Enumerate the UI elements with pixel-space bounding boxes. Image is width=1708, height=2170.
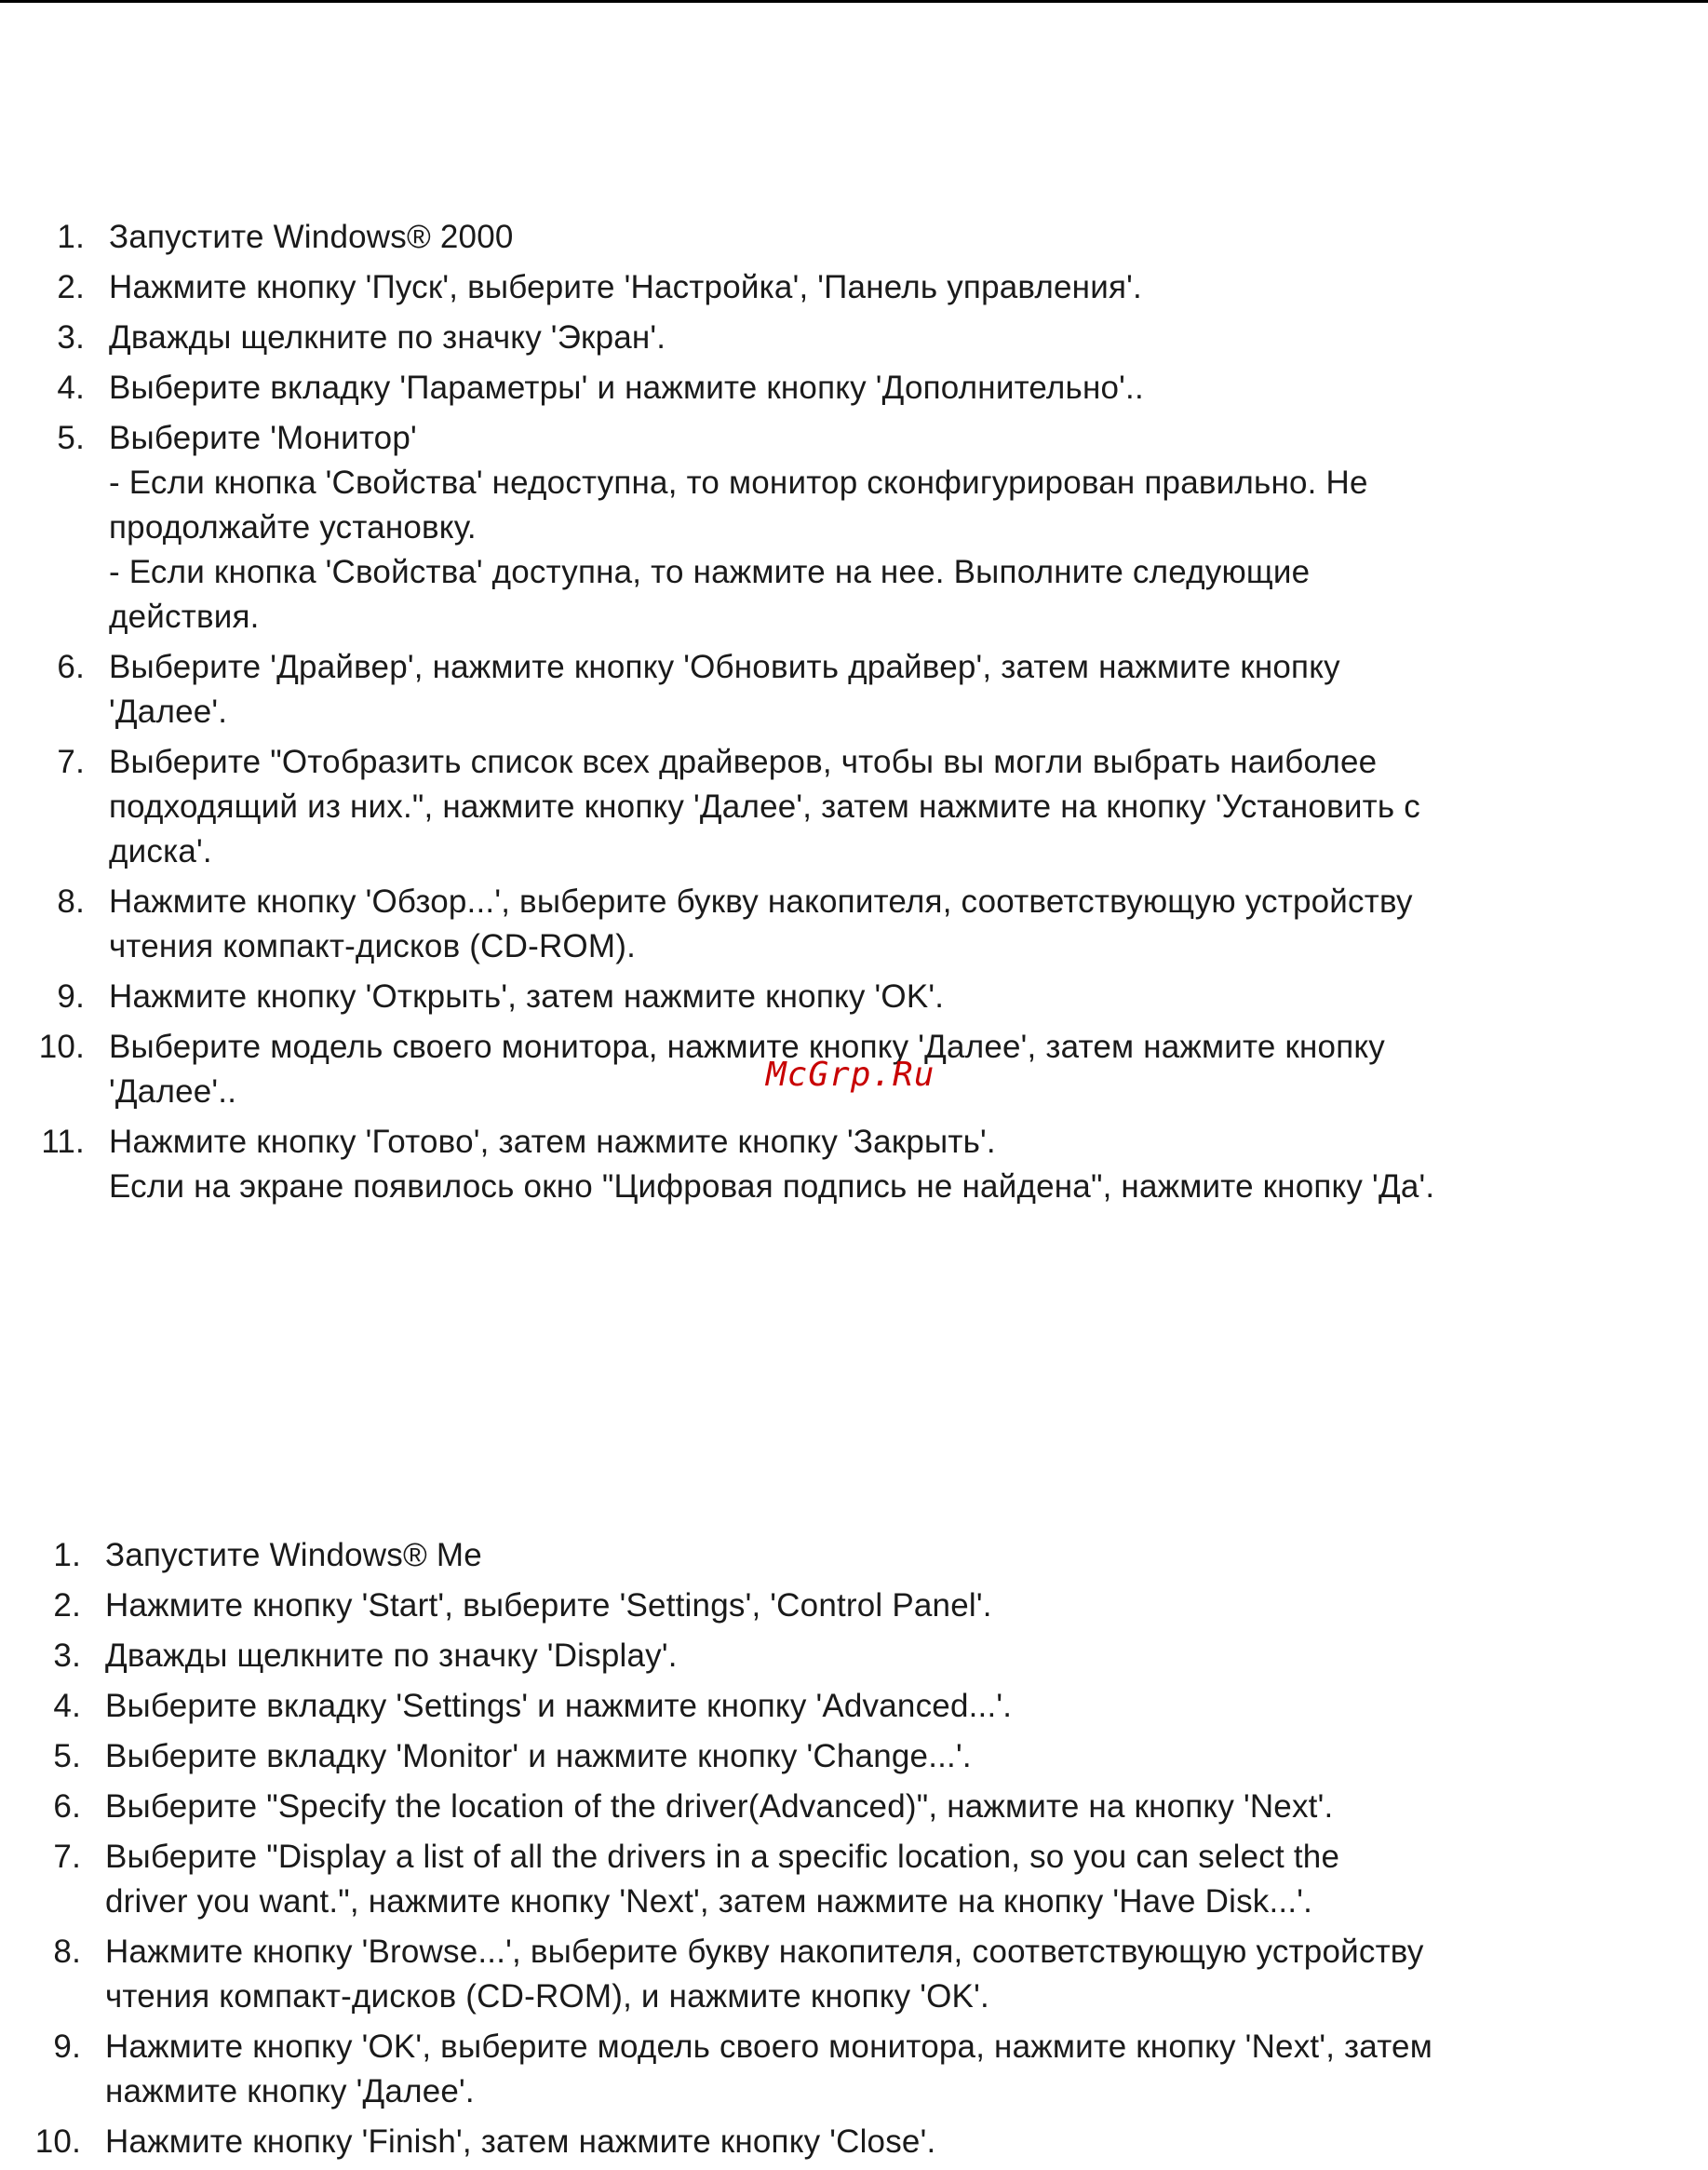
step-text-line: - Если кнопка 'Свойства' доступна, то нажмите на нее. Выполните следующие [109, 554, 1311, 590]
step-number: 4. [57, 370, 85, 406]
step-text-line: Нажмите кнопку 'Открыть', затем нажмите кнопку 'OK'. [109, 978, 945, 1015]
step-item [0, 1533, 1489, 1578]
step-item [0, 1734, 1489, 1779]
step-number: 8. [53, 1934, 81, 1970]
step-text-line: Нажмите кнопку 'Start', выберите 'Settings', 'Control Panel'. [105, 1587, 992, 1624]
step-text-line: Нажмите кнопку 'Finish', затем нажмите кнопку 'Close'. [105, 2123, 936, 2160]
step-text-line: - Если кнопка 'Свойства' недоступна, то монитор сконфигурирован правильно. Не [109, 465, 1368, 501]
step-item [0, 1835, 1489, 1924]
step-text-line: Выберите "Отобразить список всех драйверов, чтобы вы могли выбрать наиболее [109, 744, 1378, 780]
step-number: 2. [57, 269, 85, 305]
step-text-line: Нажмите кнопку 'Пуск', выберите 'Настройка', 'Панель управления'. [109, 269, 1142, 305]
step-text-line: 'Далее'. [109, 694, 228, 730]
step-item [0, 265, 1489, 310]
step-text-line: Запустите Windows® Me [105, 1537, 482, 1573]
step-text-line: Нажмите кнопку 'OK', выберите модель своего монитора, нажмите кнопку 'Next', затем [105, 2028, 1432, 2065]
step-text-line: Выберите 'Монитор' [109, 420, 417, 456]
step-text [109, 366, 1489, 411]
step-text-line: Если на экране появилось окно "Цифровая подпись не найдена", нажмите кнопку 'Да'. [109, 1168, 1435, 1205]
step-item [0, 2025, 1489, 2114]
step-text-line: Нажмите кнопку 'Browse...', выберите букву накопителя, соответствующую устройству [105, 1934, 1424, 1970]
step-item [0, 645, 1489, 735]
windows-me-instructions [0, 1533, 1489, 2170]
step-item [0, 215, 1489, 260]
step-number: 6. [57, 649, 85, 685]
step-text-line: чтения компакт-дисков (CD-ROM), и нажмите кнопку 'OK'. [105, 1978, 989, 2015]
step-text-line: Выберите вкладку 'Параметры' и нажмите кнопку 'Дополнительно'.. [109, 370, 1144, 406]
step-text-line: 'Далее'.. [109, 1073, 237, 1110]
step-text-line: Запустите Windows® 2000 [109, 219, 514, 255]
step-number: 10. [34, 2123, 81, 2160]
step-number: 2. [53, 1587, 81, 1624]
step-text-line: Выберите модель своего монитора, нажмите кнопку 'Далее', затем нажмите кнопку [109, 1029, 1385, 1065]
step-text [105, 1930, 1489, 2019]
step-item [0, 366, 1489, 411]
step-text-line: диска'. [109, 833, 212, 869]
step-number: 5. [53, 1738, 81, 1774]
step-text-line: Дважды щелкните по значку 'Экран'. [109, 319, 666, 356]
step-text-line: Выберите 'Драйвер', нажмите кнопку 'Обновить драйвер', затем нажмите кнопку [109, 649, 1340, 685]
step-number: 4. [53, 1688, 81, 1724]
step-text-line: действия. [109, 599, 260, 635]
step-item [0, 416, 1489, 640]
step-text [105, 1684, 1489, 1729]
step-text [109, 880, 1489, 969]
step-text [105, 1584, 1489, 1628]
step-number: 3. [53, 1638, 81, 1674]
step-text [109, 416, 1489, 640]
step-text-line: Выберите вкладку 'Monitor' и нажмите кнопку 'Change...'. [105, 1738, 972, 1774]
step-text [105, 1734, 1489, 1779]
step-number: 5. [57, 420, 85, 456]
step-text-line: продолжайте установку. [109, 509, 477, 546]
step-text [105, 1634, 1489, 1678]
step-text-line: Нажмите кнопку 'Готово', затем нажмите кнопку 'Закрыть'. [109, 1124, 996, 1160]
step-item [0, 880, 1489, 969]
step-text [105, 2025, 1489, 2114]
step-number: 7. [57, 744, 85, 780]
step-text-line: Выберите "Display a list of all the drivers in a specific location, so you can select the [105, 1839, 1340, 1875]
step-text [105, 2120, 1489, 2164]
step-item [0, 1930, 1489, 2019]
step-text [105, 1835, 1489, 1924]
step-number: 1. [57, 219, 85, 255]
step-number: 1. [53, 1537, 81, 1573]
step-text [105, 1533, 1489, 1578]
step-item [0, 316, 1489, 360]
watermark-text: McGrp.Ru [766, 1056, 935, 1094]
step-text [109, 645, 1489, 735]
step-number: 11. [41, 1124, 85, 1160]
step-number: 7. [53, 1839, 81, 1875]
step-text-line: Выберите вкладку 'Settings' и нажмите кнопку 'Advanced...'. [105, 1688, 1013, 1724]
step-text-line: подходящий из них.", нажмите кнопку 'Далее', затем нажмите на кнопку 'Установить с [109, 788, 1420, 825]
step-number: 3. [57, 319, 85, 356]
step-number: 9. [57, 978, 85, 1015]
step-number: 6. [53, 1788, 81, 1825]
step-text [109, 215, 1489, 260]
top-divider [0, 0, 1708, 3]
step-item [0, 1584, 1489, 1628]
step-text [109, 265, 1489, 310]
step-text [109, 740, 1489, 874]
step-item [0, 1785, 1489, 1829]
step-text [109, 975, 1489, 1019]
step-number: 9. [53, 2028, 81, 2065]
step-text-line: Дважды щелкните по значку 'Display'. [105, 1638, 678, 1674]
step-item [0, 1025, 1489, 1114]
step-text [109, 316, 1489, 360]
step-text-line: Нажмите кнопку 'Обзор...', выберите букву накопителя, соответствующую устройству [109, 883, 1413, 920]
step-item [0, 1684, 1489, 1729]
step-text-line: нажмите кнопку 'Далее'. [105, 2073, 475, 2109]
step-number: 8. [57, 883, 85, 920]
step-text-line: driver you want.", нажмите кнопку 'Next', затем нажмите на кнопку 'Have Disk...'. [105, 1883, 1313, 1920]
step-item [0, 1120, 1489, 1209]
step-item [0, 2120, 1489, 2164]
step-item [0, 740, 1489, 874]
step-number: 10. [38, 1029, 85, 1065]
step-item [0, 1634, 1489, 1678]
windows-2000-step-list [0, 215, 1489, 1209]
windows-2000-instructions [0, 215, 1489, 1215]
step-text [109, 1120, 1489, 1209]
step-text-line: чтения компакт-дисков (CD-ROM). [109, 928, 636, 964]
step-text [105, 1785, 1489, 1829]
windows-me-step-list [0, 1533, 1489, 2164]
step-item [0, 975, 1489, 1019]
step-text-line: Выберите "Specify the location of the driver(Advanced)", нажмите на кнопку 'Next'. [105, 1788, 1334, 1825]
